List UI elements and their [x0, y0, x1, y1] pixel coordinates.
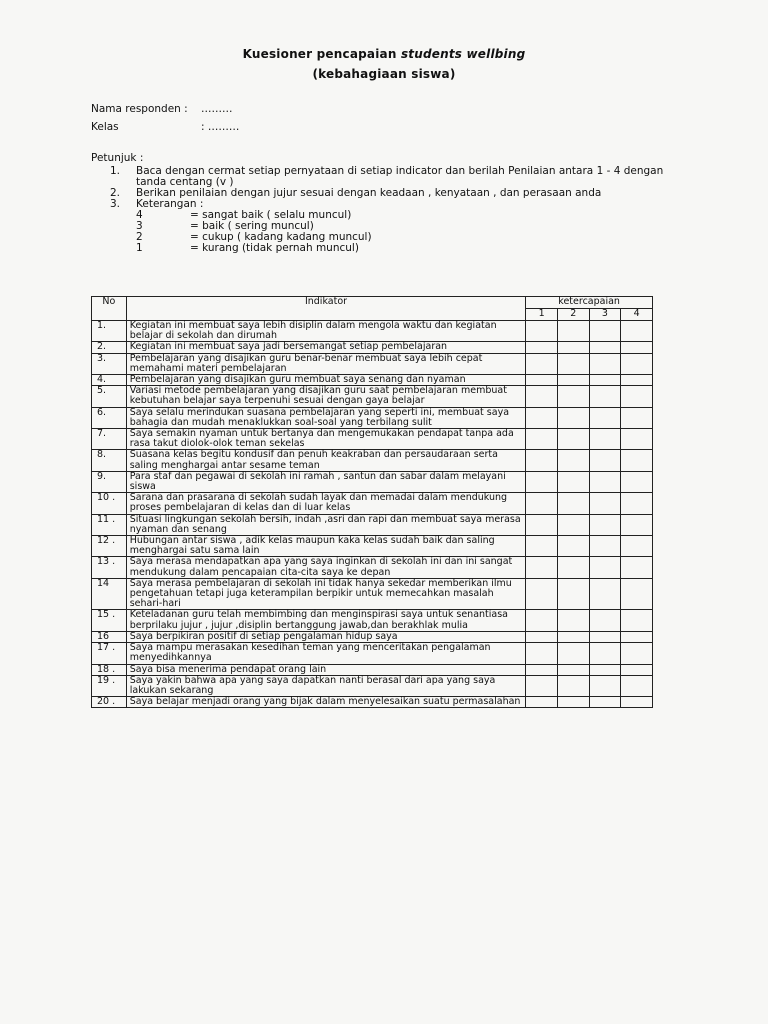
instruction-text: Keterangan :: [136, 198, 204, 210]
indicator-text: Kegiatan ini membuat saya lebih disiplin dalam mengola waktu dan kegiatan belajar di sekolah dan dirumah: [126, 321, 526, 342]
score-cell-4[interactable]: [621, 429, 653, 450]
score-cell-3[interactable]: [589, 664, 621, 675]
indicator-text: Para staf dan pegawai di sekolah ini ramah , santun dan sabar dalam melayani siswa: [126, 471, 526, 492]
row-number: 2.: [92, 342, 127, 353]
scale-item: [110, 243, 696, 254]
title-italic-text: students wellbing: [400, 47, 526, 61]
score-cell-3[interactable]: [589, 386, 621, 407]
score-cell-3[interactable]: [589, 578, 621, 610]
instruction-text: Baca dengan cermat setiap pernyataan di setiap indicator dan berilah Penilaian antara 1 - 4 dengan tanda centang (v ): [136, 165, 664, 188]
indicator-text: Keteladanan guru telah membimbing dan menginspirasi saya untuk senantiasa berprilaku jujur , jujur ,disiplin bertanggung jawab,dan berakhlak mulia: [126, 610, 526, 631]
scale-description: = sangat baik ( selalu muncul): [190, 209, 352, 221]
score-cell-1[interactable]: [526, 450, 558, 471]
score-cell-4[interactable]: [621, 353, 653, 374]
score-cell-4[interactable]: [621, 675, 653, 696]
row-number: 8.: [92, 450, 127, 471]
score-cell-3[interactable]: [589, 342, 621, 353]
indicator-text: Saya berpikiran positif di setiap pengalaman hidup saya: [126, 631, 526, 642]
score-cell-3[interactable]: [589, 610, 621, 631]
indicator-text: Saya belajar menjadi orang yang bijak dalam menyelesaikan suatu permasalahan: [126, 697, 526, 708]
score-cell-4[interactable]: [621, 536, 653, 557]
row-number: 3.: [92, 353, 127, 374]
score-cell-1[interactable]: [526, 321, 558, 342]
score-cell-1[interactable]: [526, 407, 558, 428]
score-cell-2[interactable]: [557, 353, 589, 374]
score-cell-3[interactable]: [589, 353, 621, 374]
kelas-field: [91, 121, 239, 133]
score-cell-2[interactable]: [557, 429, 589, 450]
score-cell-2[interactable]: [557, 557, 589, 578]
score-cell-4[interactable]: [621, 407, 653, 428]
table-row: [92, 386, 653, 407]
table-header-row: [92, 297, 653, 309]
score-cell-1[interactable]: [526, 429, 558, 450]
scale-value: 1: [136, 242, 143, 254]
score-cell-4[interactable]: [621, 610, 653, 631]
score-cell-1[interactable]: [526, 664, 558, 675]
score-cell-2[interactable]: [557, 407, 589, 428]
score-cell-1[interactable]: [526, 697, 558, 708]
indicator-text: Saya mampu merasakan kesedihan teman yang menceritakan pengalaman menyedihkannya: [126, 643, 526, 664]
row-number: 6.: [92, 407, 127, 428]
score-cell-1[interactable]: [526, 536, 558, 557]
score-cell-2[interactable]: [557, 631, 589, 642]
indicator-text: Saya selalu merindukan suasana pembelajaran yang seperti ini, membuat saya bahagia dan mudah menaklukkan soal-soal yang terbilang sulit: [126, 407, 526, 428]
table-row: [92, 643, 653, 664]
row-number: 16: [92, 631, 127, 642]
table-row: [92, 353, 653, 374]
indicator-text: Pembelajaran yang disajikan guru benar-benar membuat saya lebih cepat memahami materi pembelajaran: [126, 353, 526, 374]
header-indikator: Indikator: [126, 297, 526, 321]
score-cell-4[interactable]: [621, 578, 653, 610]
scale-description: = baik ( sering muncul): [190, 220, 314, 232]
table-row: [92, 342, 653, 353]
score-cell-3[interactable]: [589, 429, 621, 450]
table-row: [92, 429, 653, 450]
table-row: [92, 514, 653, 535]
row-number: 1.: [92, 321, 127, 342]
score-cell-2[interactable]: [557, 610, 589, 631]
score-cell-4[interactable]: [621, 557, 653, 578]
score-cell-1[interactable]: [526, 610, 558, 631]
scale-value: 2: [136, 231, 143, 243]
scale-value: 3: [136, 220, 143, 232]
score-cell-4[interactable]: [621, 450, 653, 471]
score-header: 3: [589, 309, 621, 321]
instruction-number: 1.: [110, 165, 121, 177]
score-cell-2[interactable]: [557, 386, 589, 407]
indicator-text: Kegiatan ini membuat saya jadi bersemangat setiap pembelajaran: [126, 342, 526, 353]
score-cell-2[interactable]: [557, 321, 589, 342]
scale-description: = kurang (tidak pernah muncul): [190, 242, 359, 254]
indicator-text: Saya bisa menerima pendapat orang lain: [126, 664, 526, 675]
score-cell-2[interactable]: [557, 493, 589, 514]
score-cell-1[interactable]: [526, 471, 558, 492]
score-cell-3[interactable]: [589, 675, 621, 696]
score-cell-4[interactable]: [621, 321, 653, 342]
nama-value: ………: [201, 103, 233, 115]
score-cell-4[interactable]: [621, 493, 653, 514]
row-number: 14: [92, 578, 127, 610]
table-row: [92, 321, 653, 342]
indicator-text: Hubungan antar siswa , adik kelas maupun kaka kelas sudah baik dan saling menghargai satu sama lain: [126, 536, 526, 557]
table-row: [92, 450, 653, 471]
score-cell-1[interactable]: [526, 386, 558, 407]
row-number: 7.: [92, 429, 127, 450]
row-number: 9.: [92, 471, 127, 492]
score-cell-4[interactable]: [621, 631, 653, 642]
instructions-heading: Petunjuk :: [91, 152, 144, 164]
score-cell-3[interactable]: [589, 514, 621, 535]
score-cell-1[interactable]: [526, 643, 558, 664]
table-row: [92, 493, 653, 514]
score-cell-4[interactable]: [621, 643, 653, 664]
score-cell-3[interactable]: [589, 631, 621, 642]
row-number: 11 .: [92, 514, 127, 535]
score-cell-1[interactable]: [526, 578, 558, 610]
table-row: [92, 471, 653, 492]
row-number: 12 .: [92, 536, 127, 557]
indicator-text: Suasana kelas begitu kondusif dan penuh keakraban dan persaudaraan serta saling menghargai antar sesame teman: [126, 450, 526, 471]
row-number: 5.: [92, 386, 127, 407]
instruction-step: [110, 166, 696, 188]
scale-description: = cukup ( kadang kadang muncul): [190, 231, 372, 243]
table-row: [92, 610, 653, 631]
score-cell-1[interactable]: [526, 342, 558, 353]
instruction-text: Berikan penilaian dengan jujur sesuai dengan keadaan , kenyataan , dan perasaan anda: [136, 187, 602, 199]
score-cell-2[interactable]: [557, 514, 589, 535]
instruction-number: 3.: [110, 198, 121, 210]
score-cell-3[interactable]: [589, 493, 621, 514]
score-cell-3[interactable]: [589, 471, 621, 492]
row-number: 19 .: [92, 675, 127, 696]
score-cell-1[interactable]: [526, 353, 558, 374]
kelas-label: Kelas: [91, 121, 119, 133]
score-cell-4[interactable]: [621, 514, 653, 535]
score-cell-4[interactable]: [621, 375, 653, 386]
score-cell-2[interactable]: [557, 675, 589, 696]
table-row: [92, 664, 653, 675]
score-cell-2[interactable]: [557, 342, 589, 353]
indicator-text: Situasi lingkungan sekolah bersih, indah ,asri dan rapi dan membuat saya merasa nyaman dan senang: [126, 514, 526, 535]
score-cell-4[interactable]: [621, 697, 653, 708]
table-row: [92, 578, 653, 610]
indicator-text: Saya merasa pembelajaran di sekolah ini tidak hanya sekedar memberikan ilmu pengetahuan tetapi juga keterampilan berpikir untuk memecahkan masalah sehari-hari: [126, 578, 526, 610]
nama-responden-field: [91, 103, 233, 115]
document-title: [0, 47, 768, 61]
score-cell-1[interactable]: [526, 675, 558, 696]
score-cell-1[interactable]: [526, 493, 558, 514]
row-number: 10 .: [92, 493, 127, 514]
row-number: 4.: [92, 375, 127, 386]
kelas-value: : ………: [201, 121, 240, 133]
table-row: [92, 375, 653, 386]
score-cell-3[interactable]: [589, 557, 621, 578]
document-subtitle: (kebahagiaan siswa): [312, 67, 456, 81]
header-no: No: [92, 297, 127, 321]
indicator-text: Sarana dan prasarana di sekolah sudah layak dan memadai dalam mendukung proses pembelajaran di kelas dan di luar kelas: [126, 493, 526, 514]
table-row: [92, 631, 653, 642]
score-cell-1[interactable]: [526, 631, 558, 642]
score-cell-3[interactable]: [589, 643, 621, 664]
score-header: 2: [557, 309, 589, 321]
score-cell-2[interactable]: [557, 664, 589, 675]
indicator-text: Saya yakin bahwa apa yang saya dapatkan nanti berasal dari apa yang saya lakukan sekarang: [126, 675, 526, 696]
score-cell-2[interactable]: [557, 536, 589, 557]
row-number: 13 .: [92, 557, 127, 578]
score-cell-2[interactable]: [557, 697, 589, 708]
row-number: 15 .: [92, 610, 127, 631]
row-number: 20 .: [92, 697, 127, 708]
score-cell-3[interactable]: [589, 450, 621, 471]
indicator-text: Saya merasa mendapatkan apa yang saya inginkan di sekolah ini dan ini sangat mendukung dalam pencapaian cita-cita saya ke depan: [126, 557, 526, 578]
scale-value: 4: [136, 209, 143, 221]
score-cell-2[interactable]: [557, 578, 589, 610]
indicator-text: Pembelajaran yang disajikan guru membuat saya senang dan nyaman: [126, 375, 526, 386]
table-row: [92, 675, 653, 696]
score-cell-2[interactable]: [557, 375, 589, 386]
indicator-text: Saya semakin nyaman untuk bertanya dan mengemukakan pendapat tanpa ada rasa takut diolok-olok teman sekelas: [126, 429, 526, 450]
score-header: 1: [526, 309, 558, 321]
score-cell-2[interactable]: [557, 643, 589, 664]
score-cell-2[interactable]: [557, 450, 589, 471]
header-ketercapaian: ketercapaian: [526, 297, 653, 309]
score-cell-1[interactable]: [526, 557, 558, 578]
table-row: [92, 697, 653, 708]
questionnaire-table: [91, 296, 653, 708]
score-cell-4[interactable]: [621, 386, 653, 407]
score-cell-3[interactable]: [589, 536, 621, 557]
score-cell-2[interactable]: [557, 471, 589, 492]
instructions-list: [110, 166, 696, 254]
score-cell-3[interactable]: [589, 407, 621, 428]
score-header: 4: [621, 309, 653, 321]
indicator-text: Variasi metode pembelajaran yang disajikan guru saat pembelajaran membuat kebutuhan belajar saya terpenuhi sesuai dengan gaya belajar: [126, 386, 526, 407]
score-cell-4[interactable]: [621, 664, 653, 675]
title-text: Kuesioner pencapaian: [242, 47, 401, 61]
score-cell-4[interactable]: [621, 342, 653, 353]
nama-label: Nama responden :: [91, 103, 188, 115]
row-number: 17 .: [92, 643, 127, 664]
table-row: [92, 536, 653, 557]
score-cell-3[interactable]: [589, 697, 621, 708]
score-cell-3[interactable]: [589, 321, 621, 342]
table-row: [92, 407, 653, 428]
score-cell-1[interactable]: [526, 514, 558, 535]
score-cell-3[interactable]: [589, 375, 621, 386]
row-number: 18 .: [92, 664, 127, 675]
score-cell-4[interactable]: [621, 471, 653, 492]
table-row: [92, 557, 653, 578]
instruction-number: 2.: [110, 187, 121, 199]
score-cell-1[interactable]: [526, 375, 558, 386]
